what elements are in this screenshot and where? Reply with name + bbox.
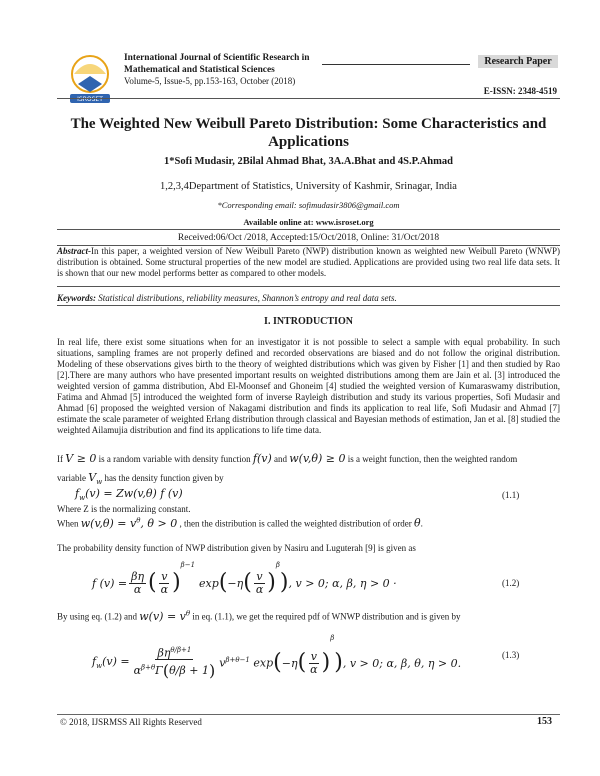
- variable-sentence: variable $V_w$ has the density function given by: [57, 471, 224, 487]
- paper-title: The Weighted New Weibull Pareto Distribution: Some Characteristics and Applications: [70, 116, 547, 150]
- copyright: © 2018, IJSRMSS All Rights Reserved: [60, 717, 202, 727]
- expr-vw: $V_w$: [88, 471, 103, 487]
- issn: E-ISSN: 2348-4519: [483, 86, 557, 96]
- abstract-rule: [57, 286, 560, 287]
- paper-type-badge: Research Paper: [478, 55, 558, 68]
- abstract: [57, 246, 560, 279]
- expr-theta: θ: [413, 516, 421, 530]
- available-online: Available online at: www.isroset.org: [243, 217, 374, 227]
- header-rule: [57, 98, 560, 99]
- frac-beta-eta-alpha: $\frac{\beta\eta}{\alpha}$: [131, 569, 145, 596]
- logo-text: ISROSET: [77, 96, 103, 103]
- expr-v-nonneg: V ≥ 0: [65, 452, 97, 465]
- dates-rule-top: [57, 229, 560, 230]
- weight-sentence: If V ≥ 0 is a random variable with density function f(v) and w(v,θ) ≥ 0 is a weight function, then the weighted random: [57, 452, 518, 465]
- expr-fv: f(v): [252, 452, 272, 465]
- frac-v-alpha: $\frac{v}{\alpha}$: [160, 569, 169, 596]
- equation-1-2: f (v) = $\frac{\beta\eta}{\alpha}$ ( $\frac{v}{\alpha}$ ) β−1 exp ( −η ( $\frac{v}{\alpha}$ ) β ) , v > 0; α, β, η > 0 ·: [92, 561, 397, 596]
- section-heading: I. INTRODUCTION: [264, 316, 353, 327]
- abstract-label: Abstract-: [57, 246, 92, 256]
- keywords-text: Statistical distributions, reliability measures, Shannon’s entropy and real data sets.: [96, 293, 397, 303]
- expr-weight: w(v,θ) ≥ 0: [289, 452, 346, 465]
- when-sentence: When $w(v,\theta) = v^\theta$, θ > 0 , then the distribution is called the weighted distribution of order θ.: [57, 516, 423, 530]
- received-dates: Received:06/Oct /2018, Accepted:15/Oct/2018, Online: 31/Oct/2018: [177, 233, 440, 243]
- corresponding-email: *Corresponding email: sofimudasir3806@gmail.com: [217, 200, 400, 210]
- intro-paragraph: In real life, there exist some situations when for an investigator it is not possible to select a sample with equal probability. In such situations, sampling frames are not properly defined and recorded observations are biased and do not follow the original distribution. Modeling of these observations gives birth to the theory of weighted distributions which was given by Fisher [1] and then studied by Rao [2].There are many authors who have presented important results on weighted distributions among them are Jain et al. [3] introduced the weighted version of gamma distribution, Abd El-Moonsef and Ghoneim [4] studied the weighted version of Kumaraswamy distribution, Fatima and Ahmad [5] introduced the weighted form of inverse Rayleigh distribution and study its various properties, Sofi Mudasir and Ahmad [6] proposed the weighted version of Nakagami distribution and finds its application to real life, Sofi Mudasir and Ahmad [7] estimate the scale parameter of weighted Erlang distribution through classical and Bayesian methods of estimation, Jan et al. [8] studied the weighted Ailamujia distribution and find its applications to life time data.: [57, 337, 560, 435]
- equation-1-2-label: (1.2): [502, 578, 520, 588]
- page-number: 153: [537, 716, 552, 727]
- journal-title: International Journal of Scientific Research in Mathematical and Statistical Sciences: [124, 53, 310, 75]
- expr-w-theta: $w(v,\theta) = v^\theta$, θ > 0: [80, 516, 178, 530]
- abstract-text: In this paper, a weighted version of New Weibull Pareto (NWP) distribution known as weighted new Weibull Pareto (WNWP) distribution is obtained. Some structural properties of the new model are studied. Applications are provided using two real life data sets. It is shown that our new model performs better as compared to other models.: [57, 246, 560, 278]
- expr-w-theta-2: $w(v) = v^\theta$: [139, 609, 191, 623]
- equation-1-3-label: (1.3): [502, 650, 520, 660]
- pdf-intro: The probability density function of NWP distribution given by Nasiru and Luguterah [9] is given as: [57, 543, 416, 553]
- frac-v-alpha-2: $\frac{v}{\alpha}$: [255, 569, 264, 596]
- using-sentence: By using eq. (1.2) and $w(v) = v^\theta$ in eq. (1.1), we get the required pdf of WNWP distribution and is given by: [57, 609, 461, 623]
- authors: 1*Sofi Mudasir, 2Bilal Ahmad Bhat, 3A.A.Bhat and 4S.P.Ahmad: [164, 156, 453, 167]
- frac-v-alpha-3: $\frac{v}{\alpha}$: [310, 649, 318, 676]
- frac-wnwp-constant: $\frac{\beta\eta^{\theta/\beta+1}}{\alpha^{\beta+\theta}\Gamma(\theta/\beta + 1)}$: [133, 645, 216, 681]
- equation-1-1: $f_w(v) = Zw(v,\theta)$ f (v): [75, 487, 183, 503]
- keywords: [57, 293, 560, 303]
- where-z: Where Z is the normalizing constant.: [57, 504, 191, 514]
- footer-rule: [57, 714, 560, 715]
- equation-1-3: $f_w(v)$ = $\frac{\beta\eta^{\theta/\beta+1}}{\alpha^{\beta+\theta}\Gamma(\theta/\beta + 1)}$ $v^{\beta+\theta-1}$ exp ( −η ( $\frac{v}{\alpha}$ ) β ) , v > 0; α, β, θ, η > 0.: [92, 634, 462, 681]
- keywords-label: Keywords:: [57, 293, 96, 303]
- affiliation: 1,2,3,4Department of Statistics, University of Kashmir, Srinagar, India: [160, 181, 457, 192]
- isroset-logo: [64, 52, 116, 108]
- journal-rule: [322, 64, 470, 65]
- equation-1-1-label: (1.1): [502, 490, 520, 500]
- keywords-rule: [57, 305, 560, 306]
- volume-info: Volume-5, Issue-5, pp.153-163, October (2018): [124, 76, 296, 86]
